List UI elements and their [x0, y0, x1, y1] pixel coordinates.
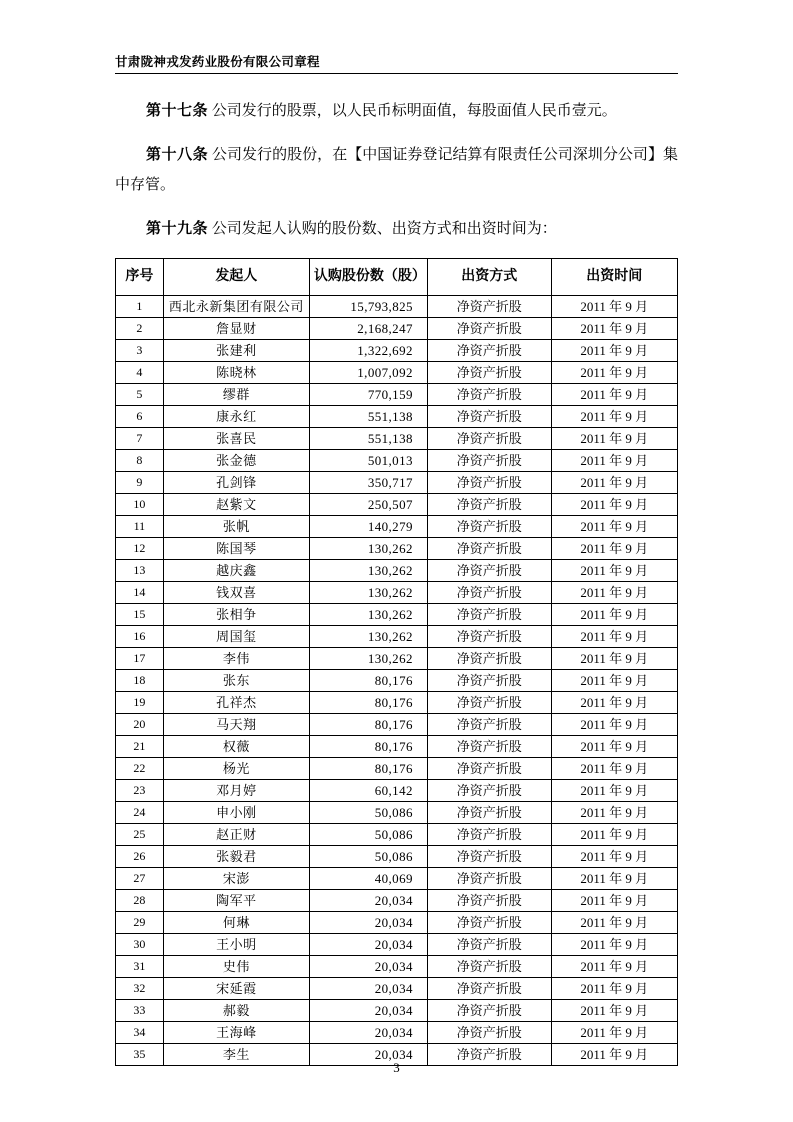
cell-shares: 551,138: [309, 406, 427, 428]
cell-seq: 12: [116, 538, 164, 560]
cell-method: 净资产折股: [427, 516, 551, 538]
table-row: [116, 428, 678, 450]
cell-time: 2011 年 9 月: [551, 296, 677, 318]
cell-founder: 杨光: [163, 758, 309, 780]
cell-shares: 1,007,092: [309, 362, 427, 384]
cell-shares: 60,142: [309, 780, 427, 802]
table-row: [116, 890, 678, 912]
cell-shares: 80,176: [309, 736, 427, 758]
cell-method: 净资产折股: [427, 692, 551, 714]
table-row: [116, 912, 678, 934]
cell-founder: 詹显财: [163, 318, 309, 340]
cell-shares: 50,086: [309, 802, 427, 824]
cell-method: 净资产折股: [427, 428, 551, 450]
cell-time: 2011 年 9 月: [551, 582, 677, 604]
cell-seq: 8: [116, 450, 164, 472]
cell-method: 净资产折股: [427, 384, 551, 406]
cell-time: 2011 年 9 月: [551, 560, 677, 582]
table-row: [116, 670, 678, 692]
article-number: 第十九条: [146, 221, 209, 237]
table-row: [116, 560, 678, 582]
cell-shares: 50,086: [309, 846, 427, 868]
table-row: [116, 802, 678, 824]
article-text: 公司发行的股票，以人民币标明面值，每股面值人民币壹元。: [208, 103, 617, 119]
cell-shares: 551,138: [309, 428, 427, 450]
cell-shares: 20,034: [309, 912, 427, 934]
table-body: [116, 296, 678, 1066]
cell-founder: 孔祥杰: [163, 692, 309, 714]
cell-seq: 28: [116, 890, 164, 912]
cell-method: 净资产折股: [427, 802, 551, 824]
cell-time: 2011 年 9 月: [551, 736, 677, 758]
cell-founder: 缪群: [163, 384, 309, 406]
cell-method: 净资产折股: [427, 626, 551, 648]
column-header-contribution-time: 出资时间: [551, 259, 677, 296]
cell-seq: 13: [116, 560, 164, 582]
cell-seq: 34: [116, 1022, 164, 1044]
cell-founder: 李生: [163, 1044, 309, 1066]
cell-seq: 16: [116, 626, 164, 648]
cell-seq: 5: [116, 384, 164, 406]
table-row: [116, 1000, 678, 1022]
cell-method: 净资产折股: [427, 758, 551, 780]
cell-time: 2011 年 9 月: [551, 670, 677, 692]
cell-time: 2011 年 9 月: [551, 956, 677, 978]
cell-seq: 27: [116, 868, 164, 890]
cell-founder: 邓月婷: [163, 780, 309, 802]
table-row: [116, 692, 678, 714]
cell-founder: 赵正财: [163, 824, 309, 846]
cell-method: 净资产折股: [427, 494, 551, 516]
cell-founder: 张帆: [163, 516, 309, 538]
table-header-row: [116, 259, 678, 296]
cell-method: 净资产折股: [427, 560, 551, 582]
cell-founder: 陶军平: [163, 890, 309, 912]
cell-founder: 陈国琴: [163, 538, 309, 560]
article-text: 公司发起人认购的股份数、出资方式和出资时间为：: [208, 221, 557, 237]
cell-shares: 80,176: [309, 714, 427, 736]
cell-seq: 30: [116, 934, 164, 956]
cell-shares: 350,717: [309, 472, 427, 494]
cell-founder: 王海峰: [163, 1022, 309, 1044]
cell-seq: 22: [116, 758, 164, 780]
cell-method: 净资产折股: [427, 582, 551, 604]
table-row: [116, 362, 678, 384]
cell-founder: 王小明: [163, 934, 309, 956]
cell-founder: 越庆鑫: [163, 560, 309, 582]
column-header-shares: 认购股份数（股）: [309, 259, 427, 296]
cell-method: 净资产折股: [427, 538, 551, 560]
cell-method: 净资产折股: [427, 450, 551, 472]
cell-shares: 130,262: [309, 604, 427, 626]
cell-founder: 西北永新集团有限公司: [163, 296, 309, 318]
cell-method: 净资产折股: [427, 824, 551, 846]
cell-shares: 250,507: [309, 494, 427, 516]
column-header-seq: 序号: [116, 259, 164, 296]
cell-founder: 权薇: [163, 736, 309, 758]
cell-method: 净资产折股: [427, 472, 551, 494]
cell-shares: 80,176: [309, 670, 427, 692]
cell-seq: 29: [116, 912, 164, 934]
table-row: [116, 780, 678, 802]
cell-shares: 80,176: [309, 758, 427, 780]
table-row: [116, 604, 678, 626]
cell-seq: 32: [116, 978, 164, 1000]
table-row: [116, 934, 678, 956]
cell-time: 2011 年 9 月: [551, 1000, 677, 1022]
table-row: [116, 582, 678, 604]
cell-seq: 35: [116, 1044, 164, 1066]
article-text: 公司发行的股份，在【中国证券登记结算有限责任公司深圳分公司】集中存管。: [115, 147, 678, 193]
cell-seq: 15: [116, 604, 164, 626]
cell-time: 2011 年 9 月: [551, 340, 677, 362]
cell-seq: 3: [116, 340, 164, 362]
cell-shares: 140,279: [309, 516, 427, 538]
cell-founder: 宋澎: [163, 868, 309, 890]
cell-time: 2011 年 9 月: [551, 934, 677, 956]
cell-time: 2011 年 9 月: [551, 846, 677, 868]
column-header-founder: 发起人: [163, 259, 309, 296]
table-row: [116, 494, 678, 516]
cell-seq: 21: [116, 736, 164, 758]
cell-shares: 80,176: [309, 692, 427, 714]
cell-shares: 130,262: [309, 582, 427, 604]
cell-founder: 张毅君: [163, 846, 309, 868]
cell-seq: 18: [116, 670, 164, 692]
cell-seq: 9: [116, 472, 164, 494]
cell-method: 净资产折股: [427, 604, 551, 626]
cell-method: 净资产折股: [427, 670, 551, 692]
cell-seq: 7: [116, 428, 164, 450]
cell-time: 2011 年 9 月: [551, 648, 677, 670]
cell-shares: 770,159: [309, 384, 427, 406]
cell-time: 2011 年 9 月: [551, 868, 677, 890]
cell-seq: 31: [116, 956, 164, 978]
cell-method: 净资产折股: [427, 846, 551, 868]
table-row: [116, 714, 678, 736]
cell-time: 2011 年 9 月: [551, 384, 677, 406]
cell-method: 净资产折股: [427, 978, 551, 1000]
cell-founder: 何琳: [163, 912, 309, 934]
page-number: 3: [393, 1060, 400, 1075]
cell-method: 净资产折股: [427, 912, 551, 934]
cell-method: 净资产折股: [427, 934, 551, 956]
cell-method: 净资产折股: [427, 1044, 551, 1066]
cell-time: 2011 年 9 月: [551, 362, 677, 384]
cell-time: 2011 年 9 月: [551, 802, 677, 824]
cell-method: 净资产折股: [427, 406, 551, 428]
table-row: [116, 384, 678, 406]
cell-founder: 赵紫文: [163, 494, 309, 516]
table-row: [116, 978, 678, 1000]
cell-time: 2011 年 9 月: [551, 824, 677, 846]
cell-seq: 4: [116, 362, 164, 384]
table-row: [116, 736, 678, 758]
cell-time: 2011 年 9 月: [551, 1044, 677, 1066]
table-row: [116, 846, 678, 868]
table-row: [116, 626, 678, 648]
cell-seq: 24: [116, 802, 164, 824]
table-row: [116, 450, 678, 472]
cell-shares: 2,168,247: [309, 318, 427, 340]
cell-seq: 20: [116, 714, 164, 736]
page-header: [115, 52, 678, 74]
cell-time: 2011 年 9 月: [551, 538, 677, 560]
founders-subscription-table: [115, 258, 678, 1066]
cell-seq: 6: [116, 406, 164, 428]
cell-seq: 17: [116, 648, 164, 670]
cell-shares: 40,069: [309, 868, 427, 890]
cell-seq: 1: [116, 296, 164, 318]
table-row: [116, 758, 678, 780]
table-row: [116, 318, 678, 340]
cell-seq: 10: [116, 494, 164, 516]
cell-founder: 张相争: [163, 604, 309, 626]
cell-time: 2011 年 9 月: [551, 780, 677, 802]
cell-shares: 130,262: [309, 648, 427, 670]
cell-seq: 11: [116, 516, 164, 538]
cell-time: 2011 年 9 月: [551, 714, 677, 736]
paragraph-article-18: [115, 140, 678, 200]
cell-shares: 20,034: [309, 1044, 427, 1066]
table-row: [116, 516, 678, 538]
cell-method: 净资产折股: [427, 714, 551, 736]
table-row: [116, 472, 678, 494]
cell-shares: 20,034: [309, 934, 427, 956]
cell-time: 2011 年 9 月: [551, 494, 677, 516]
cell-time: 2011 年 9 月: [551, 626, 677, 648]
cell-method: 净资产折股: [427, 956, 551, 978]
cell-founder: 孔剑锋: [163, 472, 309, 494]
cell-founder: 张喜民: [163, 428, 309, 450]
cell-founder: 李伟: [163, 648, 309, 670]
cell-founder: 张东: [163, 670, 309, 692]
cell-founder: 钱双喜: [163, 582, 309, 604]
cell-method: 净资产折股: [427, 1000, 551, 1022]
cell-shares: 130,262: [309, 538, 427, 560]
paragraph-article-19: [115, 214, 678, 244]
cell-time: 2011 年 9 月: [551, 472, 677, 494]
header-title: 甘肃陇神戎发药业股份有限公司章程: [115, 55, 320, 69]
cell-time: 2011 年 9 月: [551, 912, 677, 934]
cell-method: 净资产折股: [427, 648, 551, 670]
cell-shares: 1,322,692: [309, 340, 427, 362]
cell-shares: 20,034: [309, 978, 427, 1000]
cell-seq: 33: [116, 1000, 164, 1022]
cell-method: 净资产折股: [427, 780, 551, 802]
cell-founder: 康永红: [163, 406, 309, 428]
table-row: [116, 296, 678, 318]
cell-time: 2011 年 9 月: [551, 428, 677, 450]
column-header-contribution-method: 出资方式: [427, 259, 551, 296]
cell-shares: 130,262: [309, 560, 427, 582]
cell-time: 2011 年 9 月: [551, 692, 677, 714]
cell-founder: 周国玺: [163, 626, 309, 648]
cell-shares: 50,086: [309, 824, 427, 846]
cell-shares: 20,034: [309, 1000, 427, 1022]
cell-founder: 申小刚: [163, 802, 309, 824]
paragraph-article-17: [115, 96, 678, 126]
cell-shares: 130,262: [309, 626, 427, 648]
cell-seq: 23: [116, 780, 164, 802]
cell-time: 2011 年 9 月: [551, 1022, 677, 1044]
cell-shares: 20,034: [309, 890, 427, 912]
table-row: [116, 1022, 678, 1044]
cell-time: 2011 年 9 月: [551, 978, 677, 1000]
cell-method: 净资产折股: [427, 362, 551, 384]
cell-founder: 宋延霞: [163, 978, 309, 1000]
cell-founder: 张金德: [163, 450, 309, 472]
cell-founder: 郝毅: [163, 1000, 309, 1022]
cell-shares: 501,013: [309, 450, 427, 472]
cell-founder: 张建利: [163, 340, 309, 362]
cell-time: 2011 年 9 月: [551, 516, 677, 538]
cell-method: 净资产折股: [427, 318, 551, 340]
page-footer: [0, 1060, 793, 1076]
cell-time: 2011 年 9 月: [551, 758, 677, 780]
table-row: [116, 538, 678, 560]
cell-time: 2011 年 9 月: [551, 450, 677, 472]
cell-shares: 20,034: [309, 956, 427, 978]
table-row: [116, 406, 678, 428]
table-row: [116, 824, 678, 846]
cell-shares: 20,034: [309, 1022, 427, 1044]
cell-seq: 26: [116, 846, 164, 868]
cell-time: 2011 年 9 月: [551, 406, 677, 428]
cell-method: 净资产折股: [427, 1022, 551, 1044]
cell-time: 2011 年 9 月: [551, 604, 677, 626]
cell-method: 净资产折股: [427, 736, 551, 758]
cell-founder: 马天翔: [163, 714, 309, 736]
cell-time: 2011 年 9 月: [551, 890, 677, 912]
cell-seq: 2: [116, 318, 164, 340]
article-number: 第十八条: [146, 147, 209, 163]
cell-founder: 史伟: [163, 956, 309, 978]
table-header: [116, 259, 678, 296]
cell-method: 净资产折股: [427, 296, 551, 318]
cell-method: 净资产折股: [427, 890, 551, 912]
document-body: [115, 96, 678, 1066]
cell-seq: 14: [116, 582, 164, 604]
cell-seq: 19: [116, 692, 164, 714]
cell-founder: 陈晓林: [163, 362, 309, 384]
cell-seq: 25: [116, 824, 164, 846]
cell-method: 净资产折股: [427, 340, 551, 362]
table-row: [116, 868, 678, 890]
article-number: 第十七条: [146, 103, 209, 119]
cell-time: 2011 年 9 月: [551, 318, 677, 340]
table-row: [116, 648, 678, 670]
cell-shares: 15,793,825: [309, 296, 427, 318]
cell-method: 净资产折股: [427, 868, 551, 890]
table-row: [116, 956, 678, 978]
table-row: [116, 340, 678, 362]
